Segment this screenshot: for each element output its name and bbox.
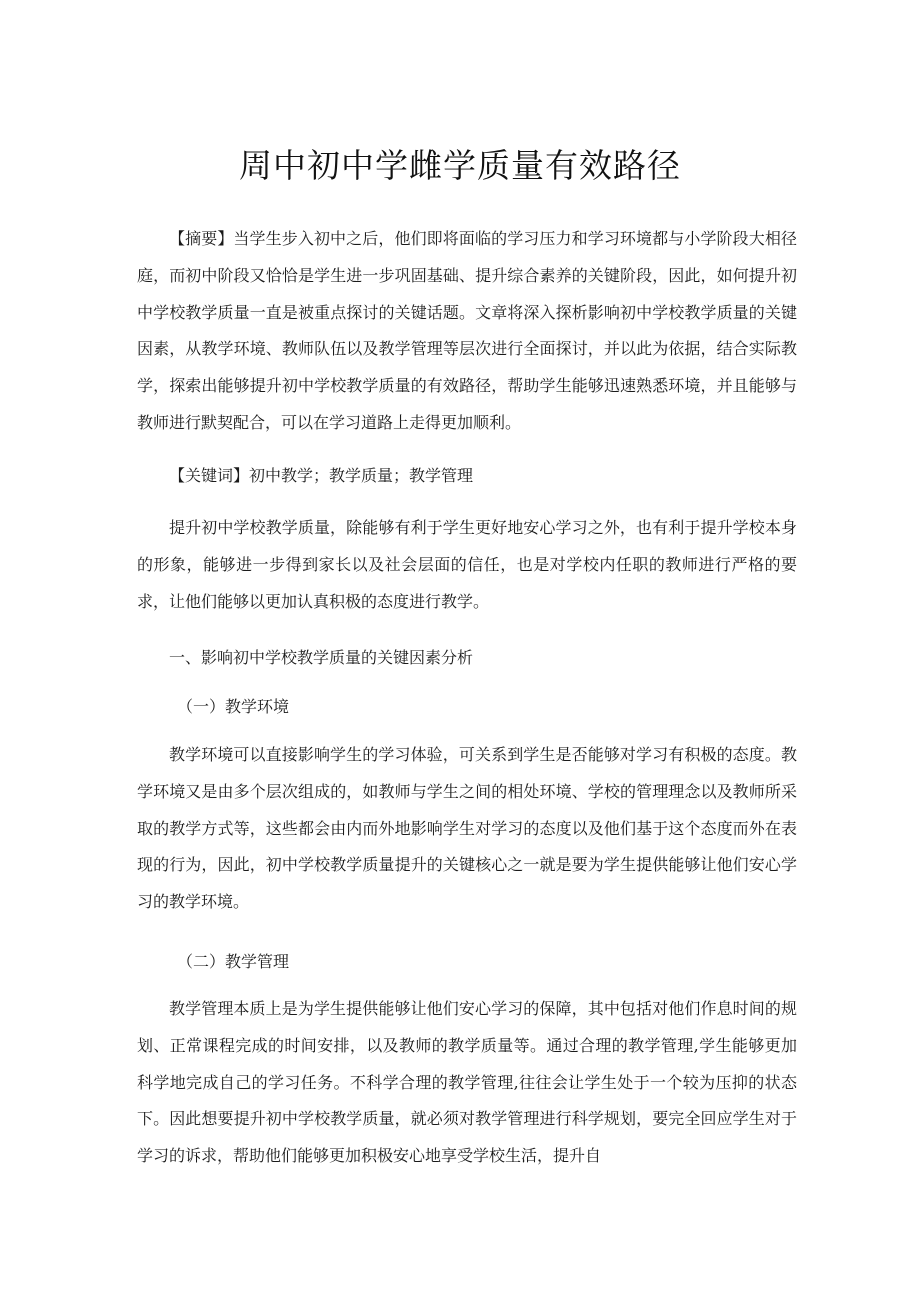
keywords-paragraph bbox=[137, 458, 797, 495]
page-title: 周中初中学雌学质量有效路径 bbox=[239, 146, 681, 185]
section-heading: 一、影响初中学校教学质量的关键因素分析 bbox=[169, 648, 474, 667]
management-paragraph: 教学管理本质上是为学生提供能够让他们安心学习的保障，其中包括对他们作息时间的规划、正常课程完成的时间安排，以及教师的教学质量等。通过合理的教学管理,学生能够更加科学地完成自己的学习任务。不科学合理的教学管理,往往会让学生处于一个较为压抑的状态下。因此想要提升初中学校教学质量，就必须对教学管理进行科学规划，要完全回应学生对于学习的诉求，帮助他们能够更加积极安心地享受学校生活，提升自 bbox=[137, 999, 797, 1166]
environment-paragraph: 教学环境可以直接影响学生的学习体验，可关系到学生是否能够对学习有积极的态度。教学环境又是由多个层次组成的，如教师与学生之间的相处环境、学校的管理理念以及教师所采取的教学方式等，这些都会由内而外地影响学生对学习的态度以及他们基于这个态度而外在表现的行为，因此，初中学校教学质量提升的关键核心之一就是要为学生提供能够让他们安心学习的教学环境。 bbox=[137, 745, 797, 912]
abstract-text: 当学生步入初中之后，他们即将面临的学习压力和学习环境都与小学阶段大相径庭，而初中阶段又恰恰是学生进一步巩固基础、提升综合素养的关键阶段，因此，如何提升初中学校教学质量一直是被重点探讨的关键话题。文章将深入探析影响初中学校教学质量的关键因素，从教学环境、教师队伍以及教学管理等层次进行全面探讨，并以此为依据，结合实际教学，探索出能够提升初中学校教学质量的有效路径，帮助学生能够迅速熟悉环境，并且能够与教师进行默契配合，可以在学习道路上走得更加顺利。 bbox=[137, 229, 797, 432]
abstract-paragraph bbox=[137, 221, 797, 442]
subsection-heading-environment: （一）教学环境 bbox=[177, 697, 290, 716]
keywords-text: 初中教学；教学质量；教学管理 bbox=[249, 466, 474, 485]
subsection-heading-management: （二）教学管理 bbox=[177, 952, 290, 971]
keywords-label: 【关键词】 bbox=[169, 466, 250, 485]
abstract-label: 【摘要】 bbox=[169, 229, 234, 248]
intro-paragraph: 提升初中学校教学质量，除能够有利于学生更好地安心学习之外，也有利于提升学校本身的形象，能够进一步得到家长以及社会层面的信任，也是对学校内任职的教师进行严格的要求，让他们能够以更加认真积极的态度进行教学。 bbox=[137, 518, 797, 611]
